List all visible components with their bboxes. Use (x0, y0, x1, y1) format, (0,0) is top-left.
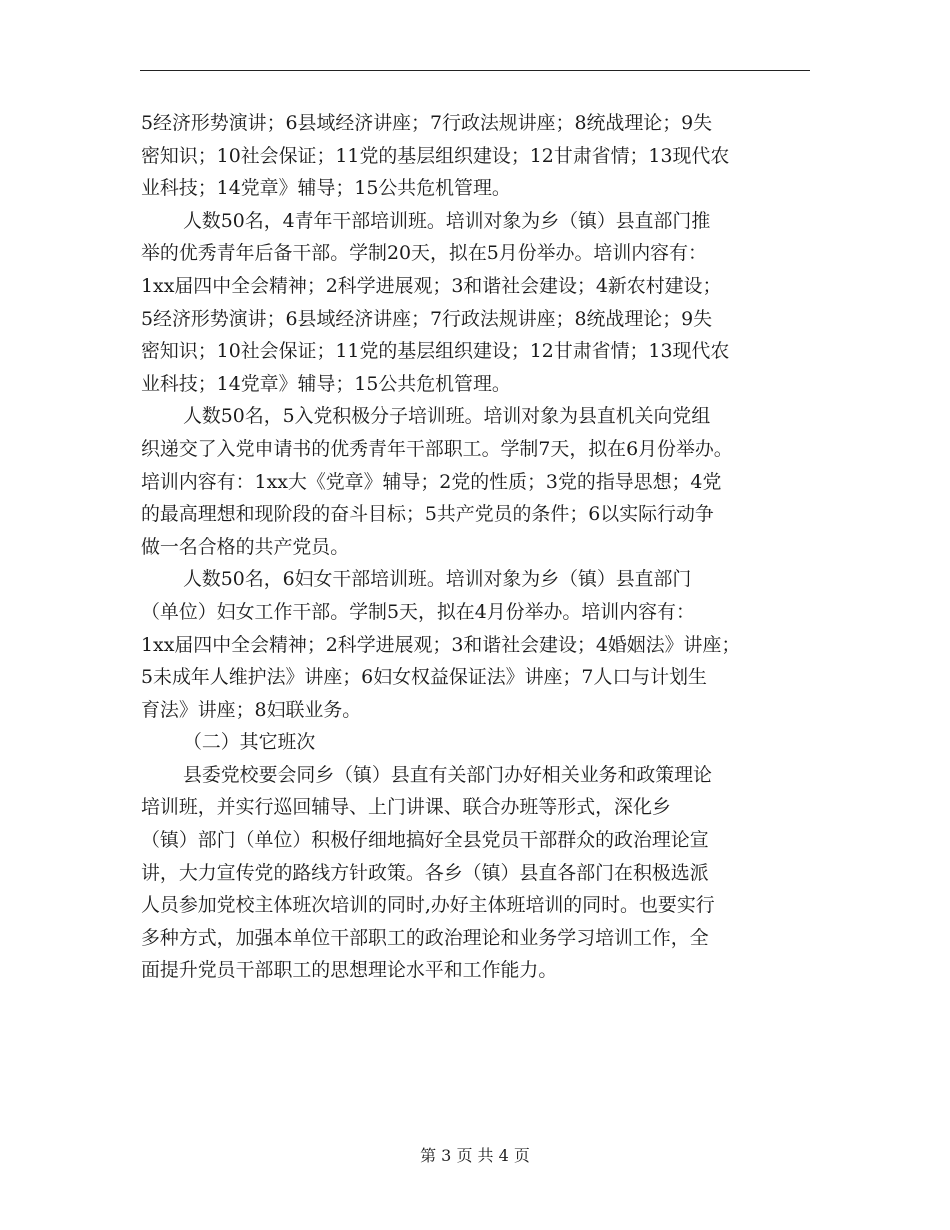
text-line: 5经济形势演讲；6县域经济讲座；7行政法规讲座；8统战理论；9失 (141, 307, 713, 330)
text-line: 密知识；10社会保证；11党的基层组织建设；12甘肃省情；13现代农 (141, 340, 730, 363)
text-line: 人员参加党校主体班次培训的同时,办好主体班培训的同时。也要实行 (141, 894, 715, 917)
page-footer: 第 3 页 共 4 页 (420, 1146, 530, 1165)
text-line: 人数50名，4青年干部培训班。培训对象为乡（镇）县直部门推 (183, 209, 711, 232)
text-line: 人数50名，6妇女干部培训班。培训对象为乡（镇）县直部门 (183, 568, 692, 591)
text-line: 5经济形势演讲；6县域经济讲座；7行政法规讲座；8统战理论；9失 (141, 112, 713, 134)
text-line: 5未成年人维护法》讲座；6妇女权益保证法》讲座；7人口与计划生 (141, 666, 707, 689)
text-line: 做一名合格的共产党员。 (141, 535, 350, 558)
header-rule (140, 70, 810, 71)
text-line: 培训班，并实行巡回辅导、上门讲课、联合办班等形式，深化乡 (141, 796, 671, 819)
text-line: （镇）部门（单位）积极仔细地搞好全县党员干部群众的政治理论宣 (141, 829, 709, 852)
text-line: 业科技；14党章》辅导；15公共危机管理。 (141, 177, 511, 200)
text-line: 1xx届四中全会精神；2科学进展观；3和谐社会建设；4婚姻法》讲座； (141, 633, 741, 656)
text-line: 织递交了入党申请书的优秀青年干部职工。学制7天，拟在6月份举办。 (141, 437, 733, 460)
text-line: 业科技；14党章》辅导；15公共危机管理。 (141, 372, 511, 395)
text-line: 讲，大力宣传党的路线方针政策。各乡（镇）县直各部门在积极选派 (141, 861, 709, 884)
text-line: 培训内容有：1xx大《党章》辅导；2党的性质；3党的指导思想；4党 (141, 470, 722, 493)
text-line: 密知识；10社会保证；11党的基层组织建设；12甘肃省情；13现代农 (141, 144, 730, 167)
text-line: 面提升党员干部职工的思想理论水平和工作能力。 (141, 959, 558, 982)
document-body (141, 107, 831, 987)
text-line: 人数50名，5入党积极分子培训班。培训对象为县直机关向党组 (183, 405, 711, 428)
text-line: （单位）妇女工作干部。学制5天，拟在4月份举办。培训内容有： (141, 600, 695, 623)
text-line: 1xx届四中全会精神；2科学进展观；3和谐社会建设；4新农村建设； (141, 274, 722, 297)
text-line: 县委党校要会同乡（镇）县直有关部门办好相关业务和政策理论 (183, 763, 712, 786)
text-line: （二）其它班次 (183, 731, 316, 754)
text-line: 举的优秀青年后备干部。学制20天，拟在5月份举办。培训内容有： (141, 242, 707, 265)
text-line: 的最高理想和现阶段的奋斗目标；5共产党员的条件；6以实际行动争 (141, 503, 714, 526)
text-line: 多种方式，加强本单位干部职工的政治理论和业务学习培训工作，全 (141, 926, 709, 949)
text-line: 育法》讲座；8妇联业务。 (141, 698, 362, 721)
